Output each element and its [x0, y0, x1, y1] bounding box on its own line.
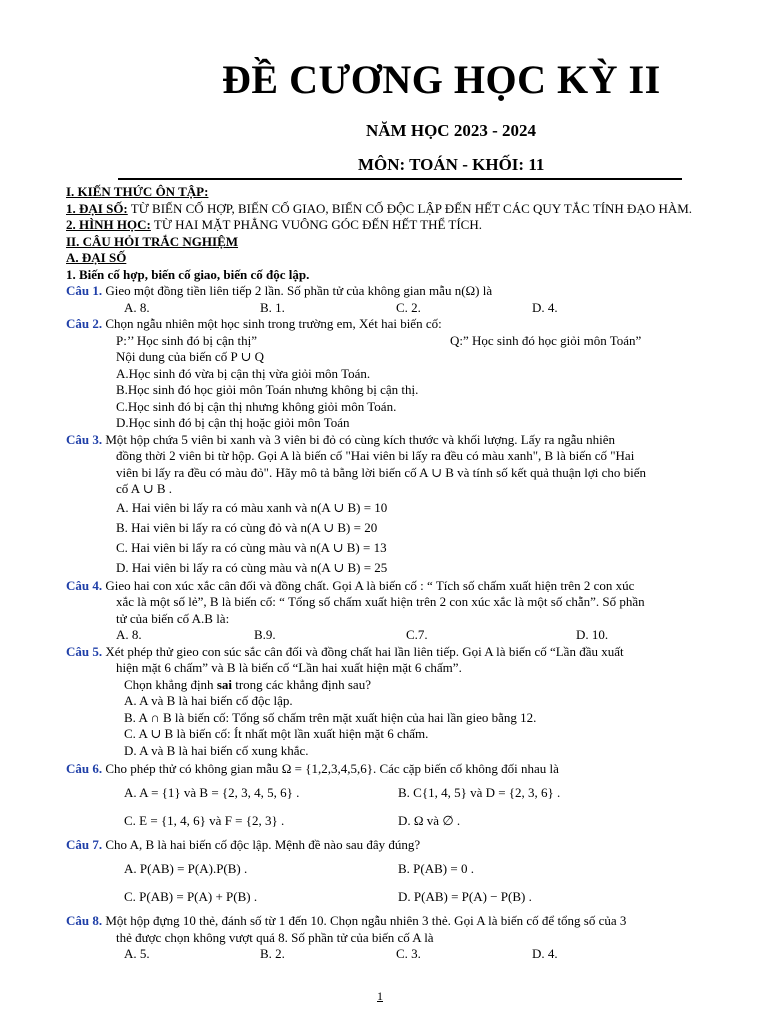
question-text: Cho A, B là hai biến cố độc lập. Mệnh đề nào sau đây đúng? — [102, 837, 421, 852]
question-label: Câu 6. — [66, 761, 103, 776]
question-label: Câu 8. — [66, 913, 103, 928]
prompt-text-end: trong các khẳng định sau? — [231, 676, 371, 692]
option-d: D. Hai viên bi lấy ra có cùng màu và n(A ∪ B) = 25 — [116, 559, 388, 575]
option-b: B. C{1, 4, 5} và D = {2, 3, 6} . — [398, 785, 561, 800]
option-a: A. Hai viên bi lấy ra có màu xanh và n(A ∪ B) = 10 — [116, 499, 388, 515]
question-5 — [66, 644, 706, 661]
question-3-line-3: viên bi lấy ra đều có màu đỏ". Hãy mô tả bằng lời biến cố A ∪ B và tính số kết quả thuận lợi cho biến — [116, 464, 646, 480]
question-label: Câu 3. — [66, 431, 103, 447]
question-text: Gieo hai con xúc xắc cân đối và đồng chất. Gọi A là biến cố : “ Tích số chấm xuất hiện trên 2 con xúc — [102, 577, 635, 593]
question-3-line-2: đồng thời 2 viên bi từ hộp. Gọi A là biến cố "Hai viên bi lấy ra đều có màu xanh", B là biến cố "Hai — [116, 448, 635, 463]
question-label: Câu 1. — [66, 283, 103, 298]
option-b: B.9. — [254, 627, 276, 642]
option-a: A.Học sinh đó vừa bị cận thị vừa giỏi môn Toán. — [116, 365, 371, 381]
question-label: Câu 4. — [66, 577, 103, 593]
question-1 — [66, 283, 706, 300]
option-c: C. 2. — [396, 299, 421, 315]
option-d: D. A và B là hai biến cố xung khắc. — [124, 742, 309, 758]
option-c: C. 3. — [396, 946, 421, 961]
question-6-options-row-1 — [66, 779, 706, 807]
question-text: Cho phép thử có không gian mẫu Ω = {1,2,3,4,5,6}. Các cặp biến cố không đối nhau là — [102, 761, 559, 776]
question-7-options-row-2 — [66, 883, 706, 911]
question-7 — [66, 835, 706, 855]
algebra-label: 1. ĐẠI SỐ: — [66, 200, 128, 216]
event-p: P:’’ Học sinh đó bị cận thị” — [116, 332, 258, 348]
document-body — [66, 184, 706, 963]
option-b: B.Học sinh đó học giỏi môn Toán nhưng không bị cận thị. — [116, 382, 419, 397]
option-c: C. E = {1, 4, 6} và F = {2, 3} . — [124, 813, 285, 828]
option-b: B. Hai viên bi lấy ra có cùng đỏ và n(A ∪ B) = 20 — [116, 519, 378, 535]
topic-heading: 1. Biến cố hợp, biến cố giao, biến cố độc lập. — [66, 266, 310, 282]
option-b: B. 1. — [260, 299, 285, 315]
option-a: A. 8. — [124, 299, 150, 315]
geometry-text: TỪ HAI MẶT PHẲNG VUÔNG GÓC ĐẾN HẾT THỂ TÍCH. — [150, 217, 482, 232]
question-3 — [66, 432, 706, 449]
question-label: Câu 7. — [66, 837, 103, 852]
algebra-text: TỪ BIẾN CỐ HỢP, BIẾN CỐ GIAO, BIẾN CỐ ĐỘC LẬP ĐẾN HẾT CÁC QUY TẮC TÍNH ĐẠO HÀM. — [127, 200, 693, 216]
question-4-options — [66, 627, 706, 644]
option-d: D. 4. — [532, 946, 558, 961]
option-c: C. Hai viên bi lấy ra có cùng màu và n(A ∪ B) = 13 — [116, 539, 387, 555]
geometry-label: 2. HÌNH HỌC: — [66, 217, 151, 232]
question-8-options — [66, 946, 706, 963]
question-6 — [66, 759, 706, 779]
school-year: NĂM HỌC 2023 - 2024 — [366, 121, 536, 140]
question-2 — [66, 316, 706, 333]
option-d: D. 4. — [532, 299, 558, 315]
question-3-line-4: cố A ∪ B . — [116, 481, 173, 496]
option-a: A. 8. — [116, 627, 142, 642]
question-4-line-2: xắc là một số lẻ”, B là biến cố: “ Tổng số chấm xuất hiện trên 2 con xúc xắc là một số chẵn”. Số phần — [116, 594, 645, 609]
section-heading-knowledge: I. KIẾN THỨC ÔN TẬP: — [66, 184, 209, 199]
question-2-events — [66, 333, 706, 350]
question-label: Câu 2. — [66, 316, 103, 331]
option-c: C.7. — [406, 627, 428, 642]
question-5-line-2: hiện mặt 6 chấm” và B là biến cố “Lần hai xuất hiện mặt 6 chấm”. — [116, 660, 462, 675]
option-a: A. 5. — [124, 946, 150, 961]
question-text: Một hộp đựng 10 thẻ, đánh số từ 1 đến 10. Chọn ngẫu nhiên 3 thẻ. Gọi A là biến cố để tổng số của 3 — [102, 913, 627, 928]
question-text: Gieo một đồng tiền liên tiếp 2 lần. Số phần tử của không gian mẫu n(Ω) là — [102, 283, 493, 298]
option-c: C. A ∪ B là biến cố: Ít nhất một lần xuất hiện mặt 6 chấm. — [124, 726, 429, 741]
question-label: Câu 5. — [66, 643, 103, 659]
question-4-line-3: tử của biến cố A.B là: — [116, 610, 230, 626]
algebra-scope — [66, 201, 706, 218]
option-b: B. P(AB) = 0 . — [398, 861, 474, 876]
question-text: Một hộp chứa 5 viên bi xanh và 3 viên bi đỏ có cùng kích thước và khối lượng. Lấy ra ngẫu nhiên — [102, 431, 616, 447]
option-a: A. A và B là hai biến cố độc lập. — [124, 693, 293, 708]
title-divider — [118, 178, 682, 180]
question-text: Xét phép thử gieo con súc sắc cân đối và đồng chất hai lần liên tiếp. Gọi A là biến cố “Lần đầu xuất — [102, 643, 624, 659]
option-a: A. A = {1} và B = {2, 3, 4, 5, 6} . — [124, 785, 300, 800]
option-d: D. 10. — [576, 627, 609, 642]
question-8-line-2: thẻ được chọn không vượt quá 8. Số phần tử của biến cố A là — [116, 929, 434, 945]
question-2-content-line: Nội dung của biến cố P ∪ Q — [116, 349, 264, 364]
option-d: D. Ω và ∅ . — [398, 813, 461, 828]
section-heading-mcq: II. CÂU HỎI TRẮC NGHIỆM — [66, 233, 239, 249]
prompt-text: Chọn khẳng định — [124, 676, 217, 692]
document-title: ĐỀ CƯƠNG HỌC KỲ II — [222, 57, 661, 102]
option-c: C. P(AB) = P(A) + P(B) . — [124, 889, 258, 904]
prompt-emphasis: sai — [216, 676, 232, 692]
question-5-prompt — [66, 677, 706, 694]
subsection-algebra: A. ĐẠI SỐ — [66, 250, 127, 265]
question-6-options-row-2 — [66, 807, 706, 835]
option-d: D.Học sinh đó bị cận thị hoặc giỏi môn Toán — [116, 415, 350, 430]
subject-grade: MÔN: TOÁN - KHỐI: 11 — [358, 155, 545, 174]
option-b: B. 2. — [260, 946, 285, 961]
question-7-options-row-1 — [66, 855, 706, 883]
option-b: B. A ∩ B là biến cố: Tổng số chấm trên mặt xuất hiện của hai lần gieo bằng 12. — [124, 709, 537, 725]
page-number: 1 — [377, 989, 383, 1003]
question-text: Chọn ngẫu nhiên một học sinh trong trường em, Xét hai biến cố: — [102, 316, 442, 331]
option-c: C.Học sinh đó bị cận thị nhưng không giỏi môn Toán. — [116, 398, 397, 414]
question-1-options — [66, 300, 706, 317]
event-q: Q:” Học sinh đó học giỏi môn Toán” — [450, 332, 642, 348]
question-8 — [66, 913, 706, 930]
option-a: A. P(AB) = P(A).P(B) . — [124, 861, 248, 876]
question-4 — [66, 578, 706, 595]
geometry-scope — [66, 217, 706, 234]
option-d: D. P(AB) = P(A) − P(B) . — [398, 889, 532, 904]
